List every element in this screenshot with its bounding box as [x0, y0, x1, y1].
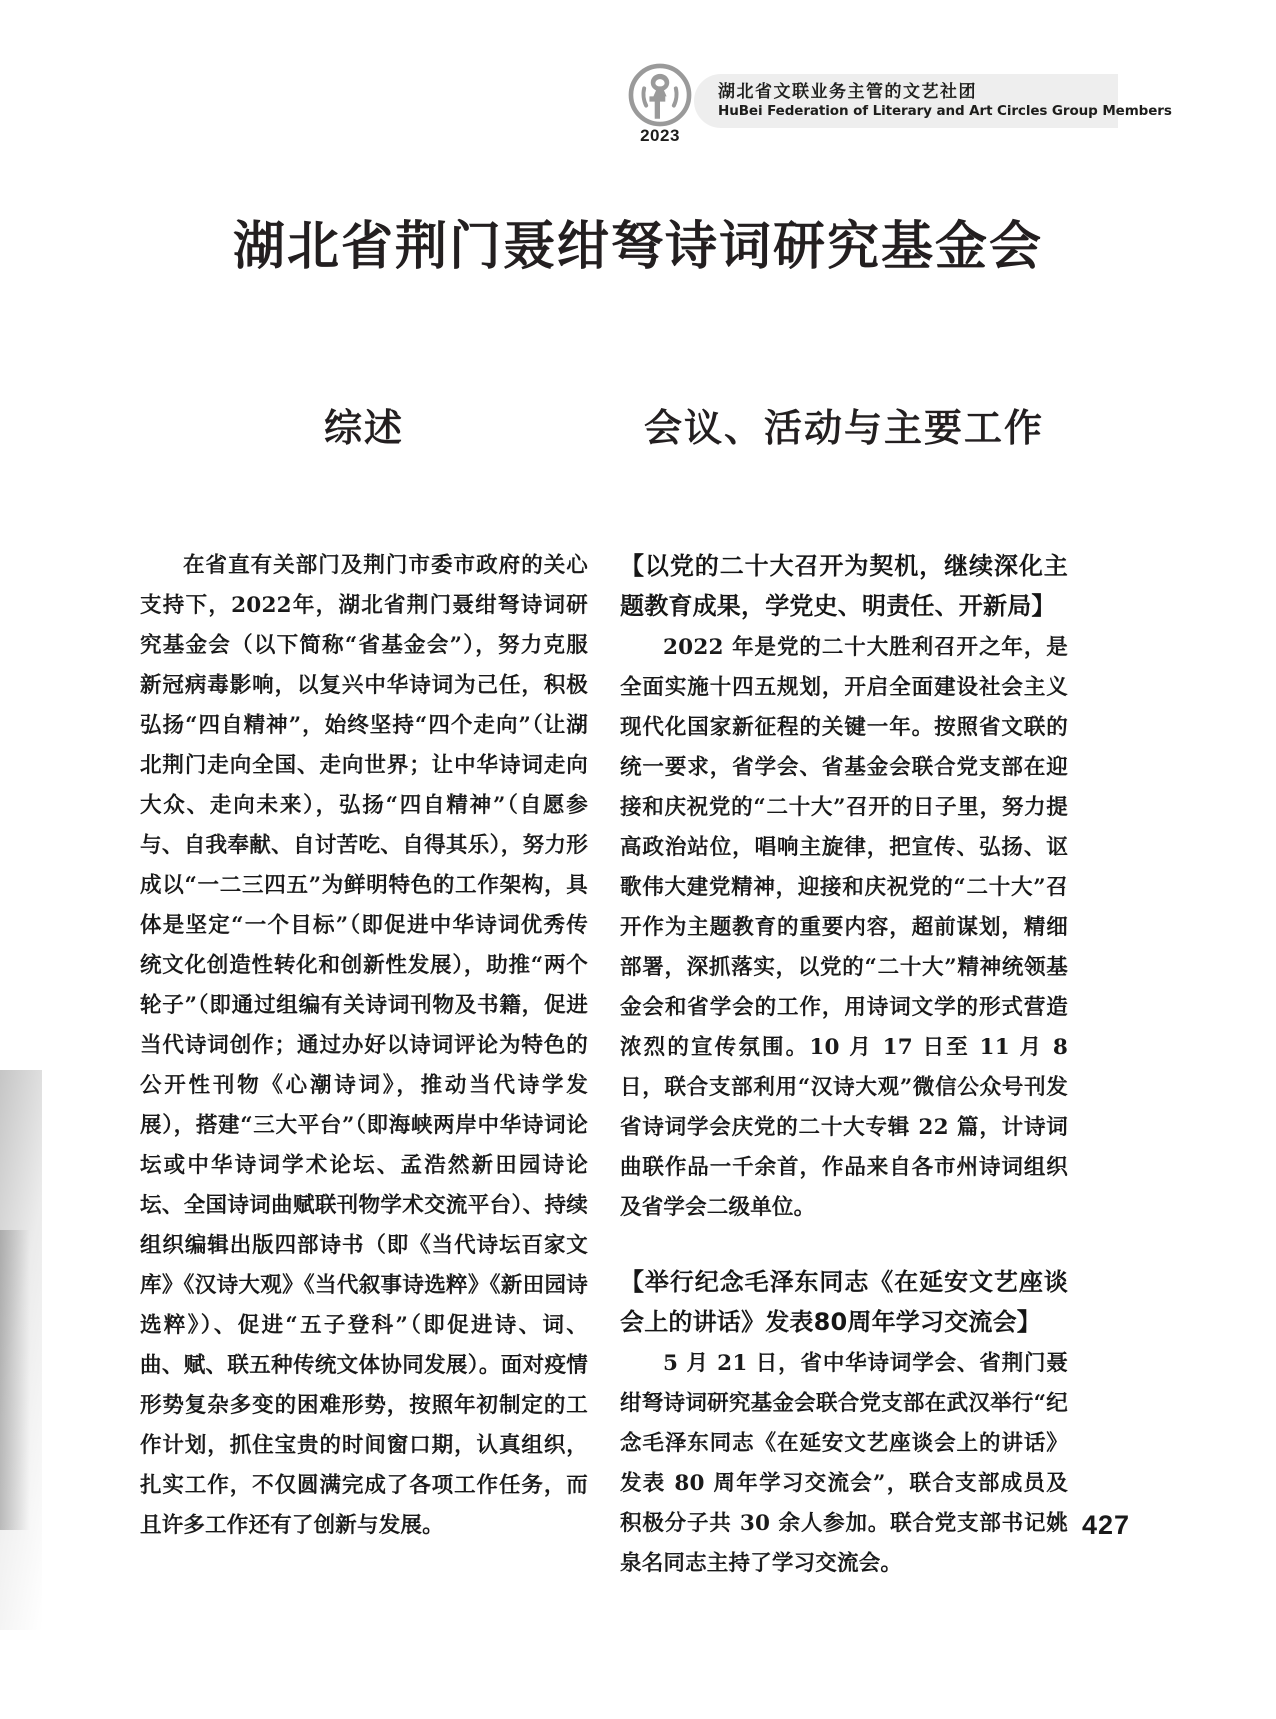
affiliation-badge-english: HuBei Federation of Literary and Art Circles Group Members — [718, 103, 1172, 119]
affiliation-badge-chinese: 湖北省文联业务主管的文艺社团 — [718, 82, 977, 102]
paragraph: 2022 年是党的二十大胜利召开之年，是全面实施十四五规划，开启全面建设社会主义现代化国家新征程的关键一年。按照省文联的统一要求，省学会、省基金会联合党支部在迎接和庆祝党的“二十大”召开的日子里，努力提高政治站位，唱响主旋律，把宣传、弘扬、讴歌伟大建党精神，迎接和庆祝党的“二十大”召开作为主题教育的重要内容，超前谋划，精细部署，深抓落实，以党的“二十大”精神统领基金会和省学会的工作，用诗词文学的形式营造浓烈的宣传氛围。10 月 17 日至 11 月 8 日，联合支部利用“汉诗大观”微信公众号刊发省诗词学会庆党的二十大专辑 22 篇，计诗词曲联作品一千余首，作品来自各市州诗词组织及省学会二级单位。 — [620, 634, 1068, 1220]
paragraph: 在省直有关部门及荆门市委市政府的关心支持下，2022年，湖北省荆门聂绀弩诗词研究基金会（以下简称“省基金会”），努力克服新冠病毒影响，以复兴中华诗词为己任，积极弘扬“四自精神”，始终坚持“四个走向”（让湖北荆门走向全国、走向世界；让中华诗词走向大众、走向未来），弘扬“四自精神”（自愿参与、自我奉献、自讨苦吃、自得其乐），努力形成以“一二三四五”为鲜明特色的工作架构，具体是坚定“一个目标”（即促进中华诗词优秀传统文化创造性转化和创新性发展），助推“两个轮子”（即通过组编有关诗词刊物及书籍，促进当代诗词创作；通过办好以诗词评论为特色的公开性刊物《心潮诗词》，推动当代诗学发展），搭建“三大平台”（即海峡两岸中华诗词论坛或中华诗词学术论坛、孟浩然新田园诗论坛、全国诗词曲赋联刊物学术交流平台）、持续组织编辑出版四部诗书（即《当代诗坛百家文库》《汉诗大观》《当代叙事诗选粹》《新田园诗选粹》）、促进“五子登科”（即促进诗、词、曲、赋、联五种传统文体协同发展）。面对疫情形势复杂多变的困难形势，按照年初制定的工作计划，抓住宝贵的时间窗口期，认真组织，扎实工作，不仅圆满完成了各项工作任务，而且许多工作还有了创新与发展。 — [140, 552, 588, 1538]
hubei-federation-emblem-icon — [627, 62, 693, 128]
section-heading-overview: 综述 — [323, 406, 404, 450]
affiliation-badge — [694, 74, 1172, 128]
column-left — [140, 408, 588, 1546]
masthead — [618, 62, 1172, 152]
scan-artifact-left — [0, 1070, 42, 1630]
subsection-heading: 【举行纪念毛泽东同志《在延安文艺座谈会上的讲话》发表80周年学习交流会】 — [620, 1267, 1068, 1336]
subsection-heading: 【以党的二十大召开为契机，继续深化主题教育成果，学党史、明责任、开新局】 — [620, 551, 1068, 620]
section-heading-meetings-activities: 会议、活动与主要工作 — [643, 406, 1044, 450]
logo-year-label: 2023 — [640, 126, 680, 145]
column-right — [620, 408, 1068, 1584]
page-number: 427 — [1081, 1510, 1130, 1540]
paragraph: 5 月 21 日，省中华诗词学会、省荆门聂绀弩诗词研究基金会联合党支部在武汉举行“纪念毛泽东同志《在延安文艺座谈会上的讲话》发表 80 周年学习交流会”，联合支部成员及积极分子共 30 余人参加。联合党支部书记姚泉名同志主持了学习交流会。 — [620, 1350, 1068, 1576]
scan-artifact-left-secondary — [0, 1230, 30, 1530]
page-title: 湖北省荆门聂绀弩诗词研究基金会 — [232, 216, 1043, 277]
organization-logo — [618, 62, 702, 152]
